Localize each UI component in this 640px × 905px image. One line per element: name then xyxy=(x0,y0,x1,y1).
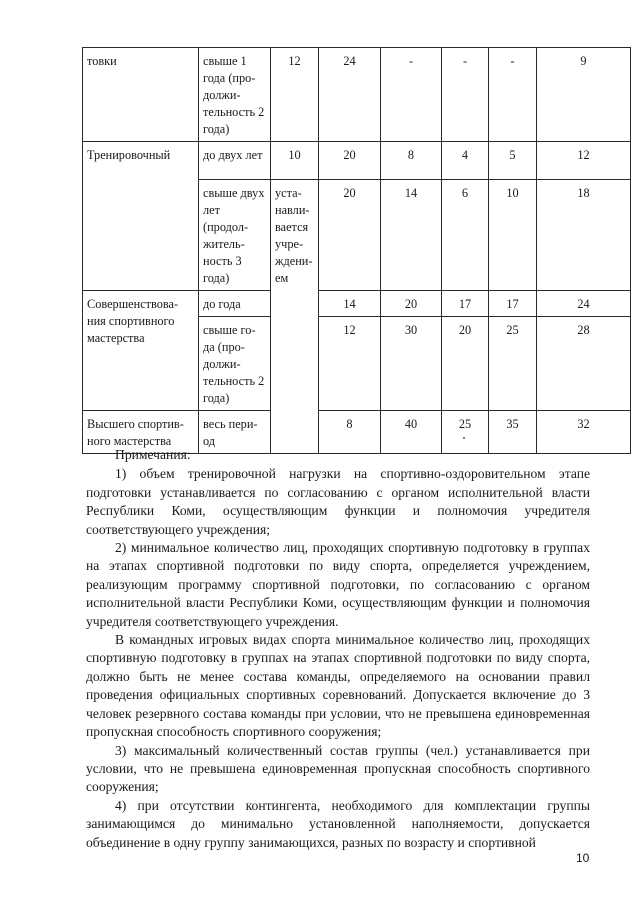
table-row xyxy=(83,291,631,317)
notes-section xyxy=(86,446,590,852)
value-cell: 40 xyxy=(381,411,442,454)
value-cell: 14 xyxy=(381,180,442,291)
stage-cell: Совершенствова-ния спортивного мастерства xyxy=(83,291,199,411)
value-cell: 28 xyxy=(537,317,631,411)
sports-table-container xyxy=(82,47,631,454)
value-cell: 24 xyxy=(537,291,631,317)
value-cell: 30 xyxy=(381,317,442,411)
note-paragraph: 2) минимальное количество лиц, проходящих спортивную подготовку в группах на этапах спортивной подготовки по виду спорта, определяется учреждением, реализующим программу спортивной подготовки, по согласованию с органом исполнительной власти Республики Коми, осуществляющим функции и полномочия учредителя соответствующего учреждения. xyxy=(86,540,590,629)
value-cell: - xyxy=(489,48,537,142)
period-cell: свыше го-да (про-должи-тельность 2 года) xyxy=(199,317,271,411)
value-cell: 10 xyxy=(489,180,537,291)
value-cell: 20 xyxy=(442,317,489,411)
value-cell: 20 xyxy=(319,180,381,291)
value-cell: 12 xyxy=(537,142,631,180)
table-row xyxy=(83,48,631,142)
min-size-cell: уста-навли-вается учре-ждени-ем xyxy=(271,180,319,454)
value-cell: 18 xyxy=(537,180,631,291)
note-paragraph: 1) объем тренировочной нагрузки на спортивно-оздоровительном этапе подготовки устанавливается по согласованию с органом исполнительной власти Республики Коми, осуществляющим функции и полномочия учредителя соответствующего учреждения; xyxy=(86,466,590,537)
min-size-cell: 12 xyxy=(271,48,319,142)
value-cell: 25 xyxy=(489,317,537,411)
value-cell: 20 xyxy=(319,142,381,180)
value-cell: 25 xyxy=(442,411,489,454)
note-paragraph: 4) при отсутствии контингента, необходимого для комплектации группы занимающимся до минимально установленной наполняемости, допускается объединение в одну группу занимающихся, разных по возрасту и спортивной xyxy=(86,797,590,850)
page-number: 10 xyxy=(576,851,590,865)
value-cell: 32 xyxy=(537,411,631,454)
table-row xyxy=(83,142,631,180)
note-paragraph: 3) максимальный количественный состав группы (чел.) устанавливается при условии, что не превышена единовременная пропускная способность спортивного сооружения; xyxy=(86,742,590,795)
value-cell: 35 xyxy=(489,411,537,454)
period-cell: до двух лет xyxy=(199,142,271,180)
stage-cell: Высшего спортив-ного мастерства xyxy=(83,411,199,454)
value-cell: 17 xyxy=(489,291,537,317)
value-cell: 4 xyxy=(442,142,489,180)
value-cell: 17 xyxy=(442,291,489,317)
period-cell: весь пери-од xyxy=(199,411,271,454)
period-cell: до года xyxy=(199,291,271,317)
period-cell: свыше 1 года (про-должи-тельность 2 года) xyxy=(199,48,271,142)
value-cell: 20 xyxy=(381,291,442,317)
value-cell: 5 xyxy=(489,142,537,180)
value-cell: - xyxy=(381,48,442,142)
note-paragraph: В командных игровых видах спорта минимальное количество лиц, проходящих спортивную подготовку в группах на этапах спортивной подготовки по виду спорта, должно быть не менее состава команды, определяемого на основании правил проведения официальных спортивных соревнований. Допускается включение до 3 человек резервного состава команды при условии, что не превышена единовременная пропускная способность спортивного сооружения; xyxy=(86,632,590,740)
value-cell: 14 xyxy=(319,291,381,317)
value-cell: - xyxy=(442,48,489,142)
stage-cell: Тренировочный xyxy=(83,142,199,291)
value-cell: 6 xyxy=(442,180,489,291)
stage-cell: товки xyxy=(83,48,199,142)
value-cell: 8 xyxy=(381,142,442,180)
value-cell: 8 xyxy=(319,411,381,454)
notes-title: Примечания: xyxy=(115,447,191,462)
training-groups-table xyxy=(82,47,631,454)
scan-speck xyxy=(463,437,465,439)
min-size-cell: 10 xyxy=(271,142,319,180)
value-cell: 9 xyxy=(537,48,631,142)
period-cell: свыше двух лет (продол-житель-ность 3 года) xyxy=(199,180,271,291)
value-cell: 12 xyxy=(319,317,381,411)
value-cell: 24 xyxy=(319,48,381,142)
